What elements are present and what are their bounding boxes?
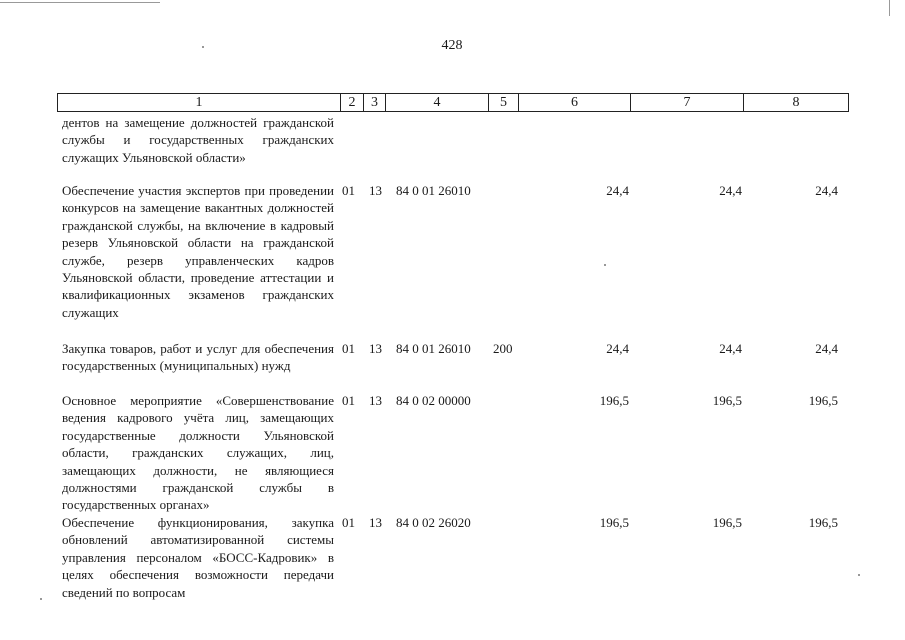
row-description: Обеспечение функционирования, закупка обновлений автоматизированной системы управления персоналом «БОСС-Кадровик» в целях обеспечения возможности передачи сведений по вопросам bbox=[62, 515, 334, 600]
column-header-7: 7 bbox=[631, 94, 744, 112]
amount-column-7: 196,5 bbox=[712, 393, 742, 408]
column-header-5: 5 bbox=[489, 94, 519, 112]
row-description: дентов на замещение должностей гражданской службы и государственных гражданских служащих Ульяновской области» bbox=[62, 115, 334, 165]
amount-column-8: 24,4 bbox=[815, 183, 838, 198]
scan-speck bbox=[40, 598, 42, 600]
amount-column-7: 196,5 bbox=[712, 515, 742, 530]
column-number-header bbox=[57, 93, 849, 112]
page-number: 428 bbox=[441, 38, 463, 53]
scan-speck bbox=[858, 574, 860, 576]
amount-column-6: 24,4 bbox=[606, 341, 629, 356]
column-header-4: 4 bbox=[386, 94, 489, 112]
amount-column-7: 24,4 bbox=[719, 183, 742, 198]
amount-column-8: 24,4 bbox=[815, 341, 838, 356]
amount-column-6: 24,4 bbox=[606, 183, 629, 198]
amount-column-6: 196,5 bbox=[599, 393, 629, 408]
scan-edge-line bbox=[889, 0, 890, 16]
amount-column-8: 196,5 bbox=[808, 515, 838, 530]
row-description: Основное мероприятие «Совершенствование ведения кадрового учёта лиц, замещающих государственные должности Ульяновской области, гражданских служащих, лиц, замещающих должности, не являющиеся должностями гражданской службы в государственных органах» bbox=[62, 393, 334, 513]
subsection-code: 13 bbox=[369, 341, 382, 356]
subsection-code: 13 bbox=[369, 393, 382, 408]
column-header-8: 8 bbox=[744, 94, 849, 112]
target-article-code: 84 0 01 26010 bbox=[396, 341, 471, 356]
column-header-1: 1 bbox=[58, 94, 341, 112]
amount-column-8: 196,5 bbox=[808, 393, 838, 408]
amount-column-6: 196,5 bbox=[599, 515, 629, 530]
subsection-code: 13 bbox=[369, 183, 382, 198]
row-description: Обеспечение участия экспертов при проведении конкурсов на замещение вакантных должностей гражданской службы, на включение в кадровый резерв Ульяновской области на гражданской службе, резерв управленческих кадров Ульяновской области, проведение аттестации и квалификационных экзаменов гражданских служащих bbox=[62, 183, 334, 320]
subsection-code: 13 bbox=[369, 515, 382, 530]
target-article-code: 84 0 01 26010 bbox=[396, 183, 471, 198]
section-code: 01 bbox=[342, 515, 355, 530]
section-code: 01 bbox=[342, 183, 355, 198]
section-code: 01 bbox=[342, 393, 355, 408]
target-article-code: 84 0 02 00000 bbox=[396, 393, 471, 408]
amount-column-7: 24,4 bbox=[719, 341, 742, 356]
scan-speck bbox=[604, 264, 606, 266]
scan-edge-line bbox=[0, 2, 160, 3]
row-description: Закупка товаров, работ и услуг для обеспечения государственных (муниципальных) нужд bbox=[62, 341, 334, 374]
scan-speck bbox=[202, 46, 204, 48]
target-article-code: 84 0 02 26020 bbox=[396, 515, 471, 530]
column-header-6: 6 bbox=[519, 94, 631, 112]
column-header-3: 3 bbox=[364, 94, 386, 112]
section-code: 01 bbox=[342, 341, 355, 356]
column-header-2: 2 bbox=[341, 94, 364, 112]
expense-type-code: 200 bbox=[493, 341, 513, 356]
